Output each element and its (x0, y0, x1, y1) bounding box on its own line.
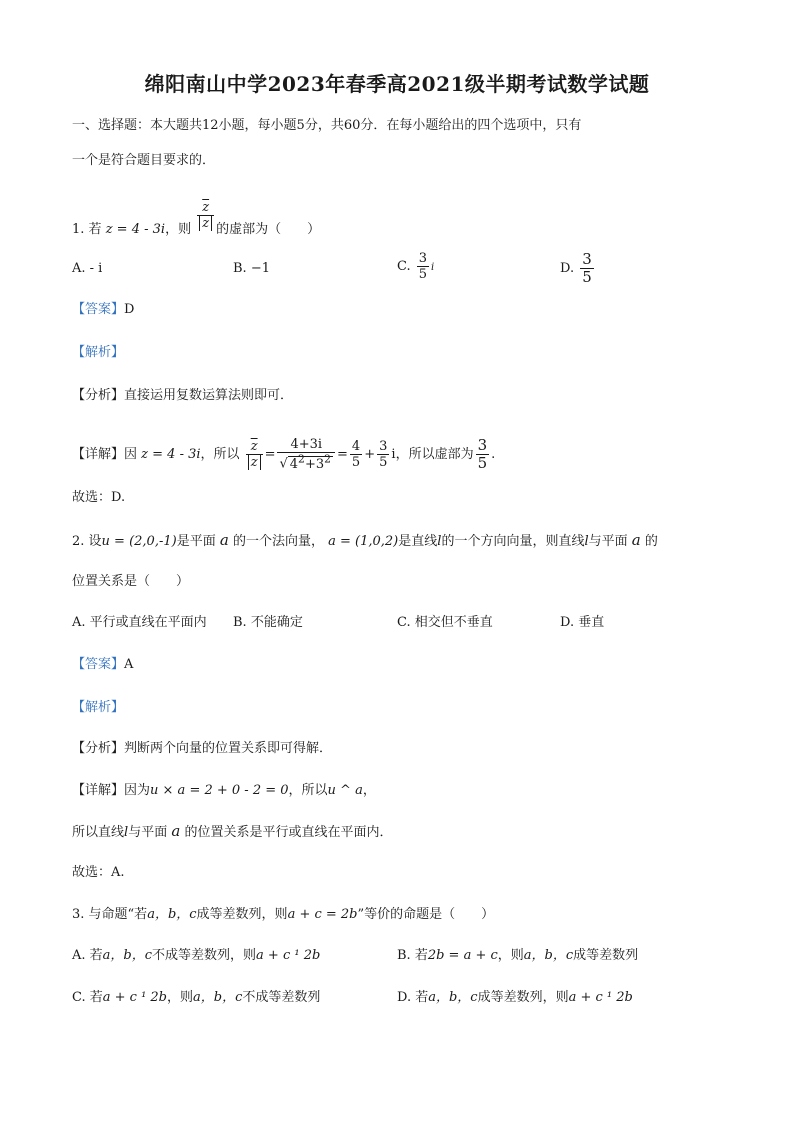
q3-option-d: D. 若a，b，c成等差数列，则a + c ¹ 2b (397, 990, 633, 1005)
q1-option-d-fraction: $\frac{3}{5}$ (582, 250, 592, 286)
q2-fenxi: 【分析】判断两个向量的位置关系即可得解． (72, 741, 333, 756)
q1-analysis-label: 【解析】 (72, 345, 125, 360)
q1-detail-fraction-main: $\frac{4+3i}{√ 4^2+3^2}$ (277, 438, 335, 470)
q1-option-c-fraction: $\frac{3}{5}$ (418, 251, 428, 282)
q1-z-expression: z = 4 - 3i (105, 222, 166, 237)
q2-answer: 【答案】A (72, 657, 134, 672)
q2-detail: 【详解】因为u × a = 2 + 0 - 2 = 0，所以u ^ a， (72, 783, 376, 798)
q1-option-c: C. $\frac{3}{5}$ i (397, 251, 435, 282)
q2-option-b: B. 不能确定 (233, 615, 303, 630)
q1-stem: 1. 若 z = 4 - 3i，则 $\frac{\overline{z}}{z}$ 的虚部为（ ） (72, 200, 321, 237)
q2-option-a: A. 平行或直线在平面内 (72, 615, 207, 630)
q2-option-c: C. 相交但不垂直 (397, 615, 493, 630)
q1-detail: 【详解】因 z = 4 - 3i，所以 $\frac{\overline{z}}{z}$ = $\frac{4+3i}{√ 4^2+3^2}$ = $\frac{4}{5}$ + $\frac{3}{5}$ i，所以虚部为 $\frac{3}{5}$ . (72, 436, 496, 472)
q1-detail-fraction-z: $\frac{\overline{z}}{z}$ (246, 440, 263, 469)
q3-option-c: C. 若a + c ¹ 2b，则a，b，c不成等差数列 (72, 990, 321, 1005)
section-instruction-line1: 一、选择题：本大题共12小题，每小题5分，共60分．在每小题给出的四个选项中，只有 (72, 118, 582, 133)
q1-choose: 故选：D. (72, 490, 126, 505)
q2-stem-line2: 位置关系是（ ） (72, 574, 190, 589)
q2-analysis-label: 【解析】 (72, 700, 125, 715)
q2-choose: 故选：A. (72, 865, 125, 880)
q1-answer: 【答案】D (72, 302, 135, 317)
q2-stem-line1: 2. 设u = (2,0,-1)是平面 a 的一个法向量， a = (1,0,2)是直线l的一个方向向量，则直线l与平面 a 的 (72, 531, 658, 549)
q1-option-b: B. −1 (233, 261, 270, 276)
q3-option-a: A. 若a，b，c不成等差数列，则a + c ¹ 2b (72, 948, 321, 963)
q1-fenxi: 【分析】直接运用复数运算法则即可． (72, 388, 294, 403)
page-title: 绵阳南山中学2023年春季高2021级半期考试数学试题 (144, 72, 650, 96)
q3-stem: 3. 与命题“若a，b，c成等差数列，则a + c = 2b”等价的命题是（ ） (72, 907, 495, 922)
q2-u-vector: u = (2,0,-1) (101, 534, 177, 549)
section-instruction-line2: 一个是符合题目要求的． (72, 153, 216, 168)
q2-option-d: D. 垂直 (560, 615, 605, 630)
q1-fraction: $\frac{\overline{z}}{z}$ (197, 201, 214, 230)
q2-conclusion: 所以直线l与平面 a 的位置关系是平行或直线在平面内． (72, 822, 393, 840)
q2-a-vector: a = (1,0,2) (328, 534, 399, 549)
q1-option-d: D. $\frac{3}{5}$ (560, 250, 592, 286)
q1-option-a: A. - i (72, 261, 103, 276)
q3-option-b: B. 若2b = a + c，则a，b，c成等差数列 (397, 948, 639, 963)
